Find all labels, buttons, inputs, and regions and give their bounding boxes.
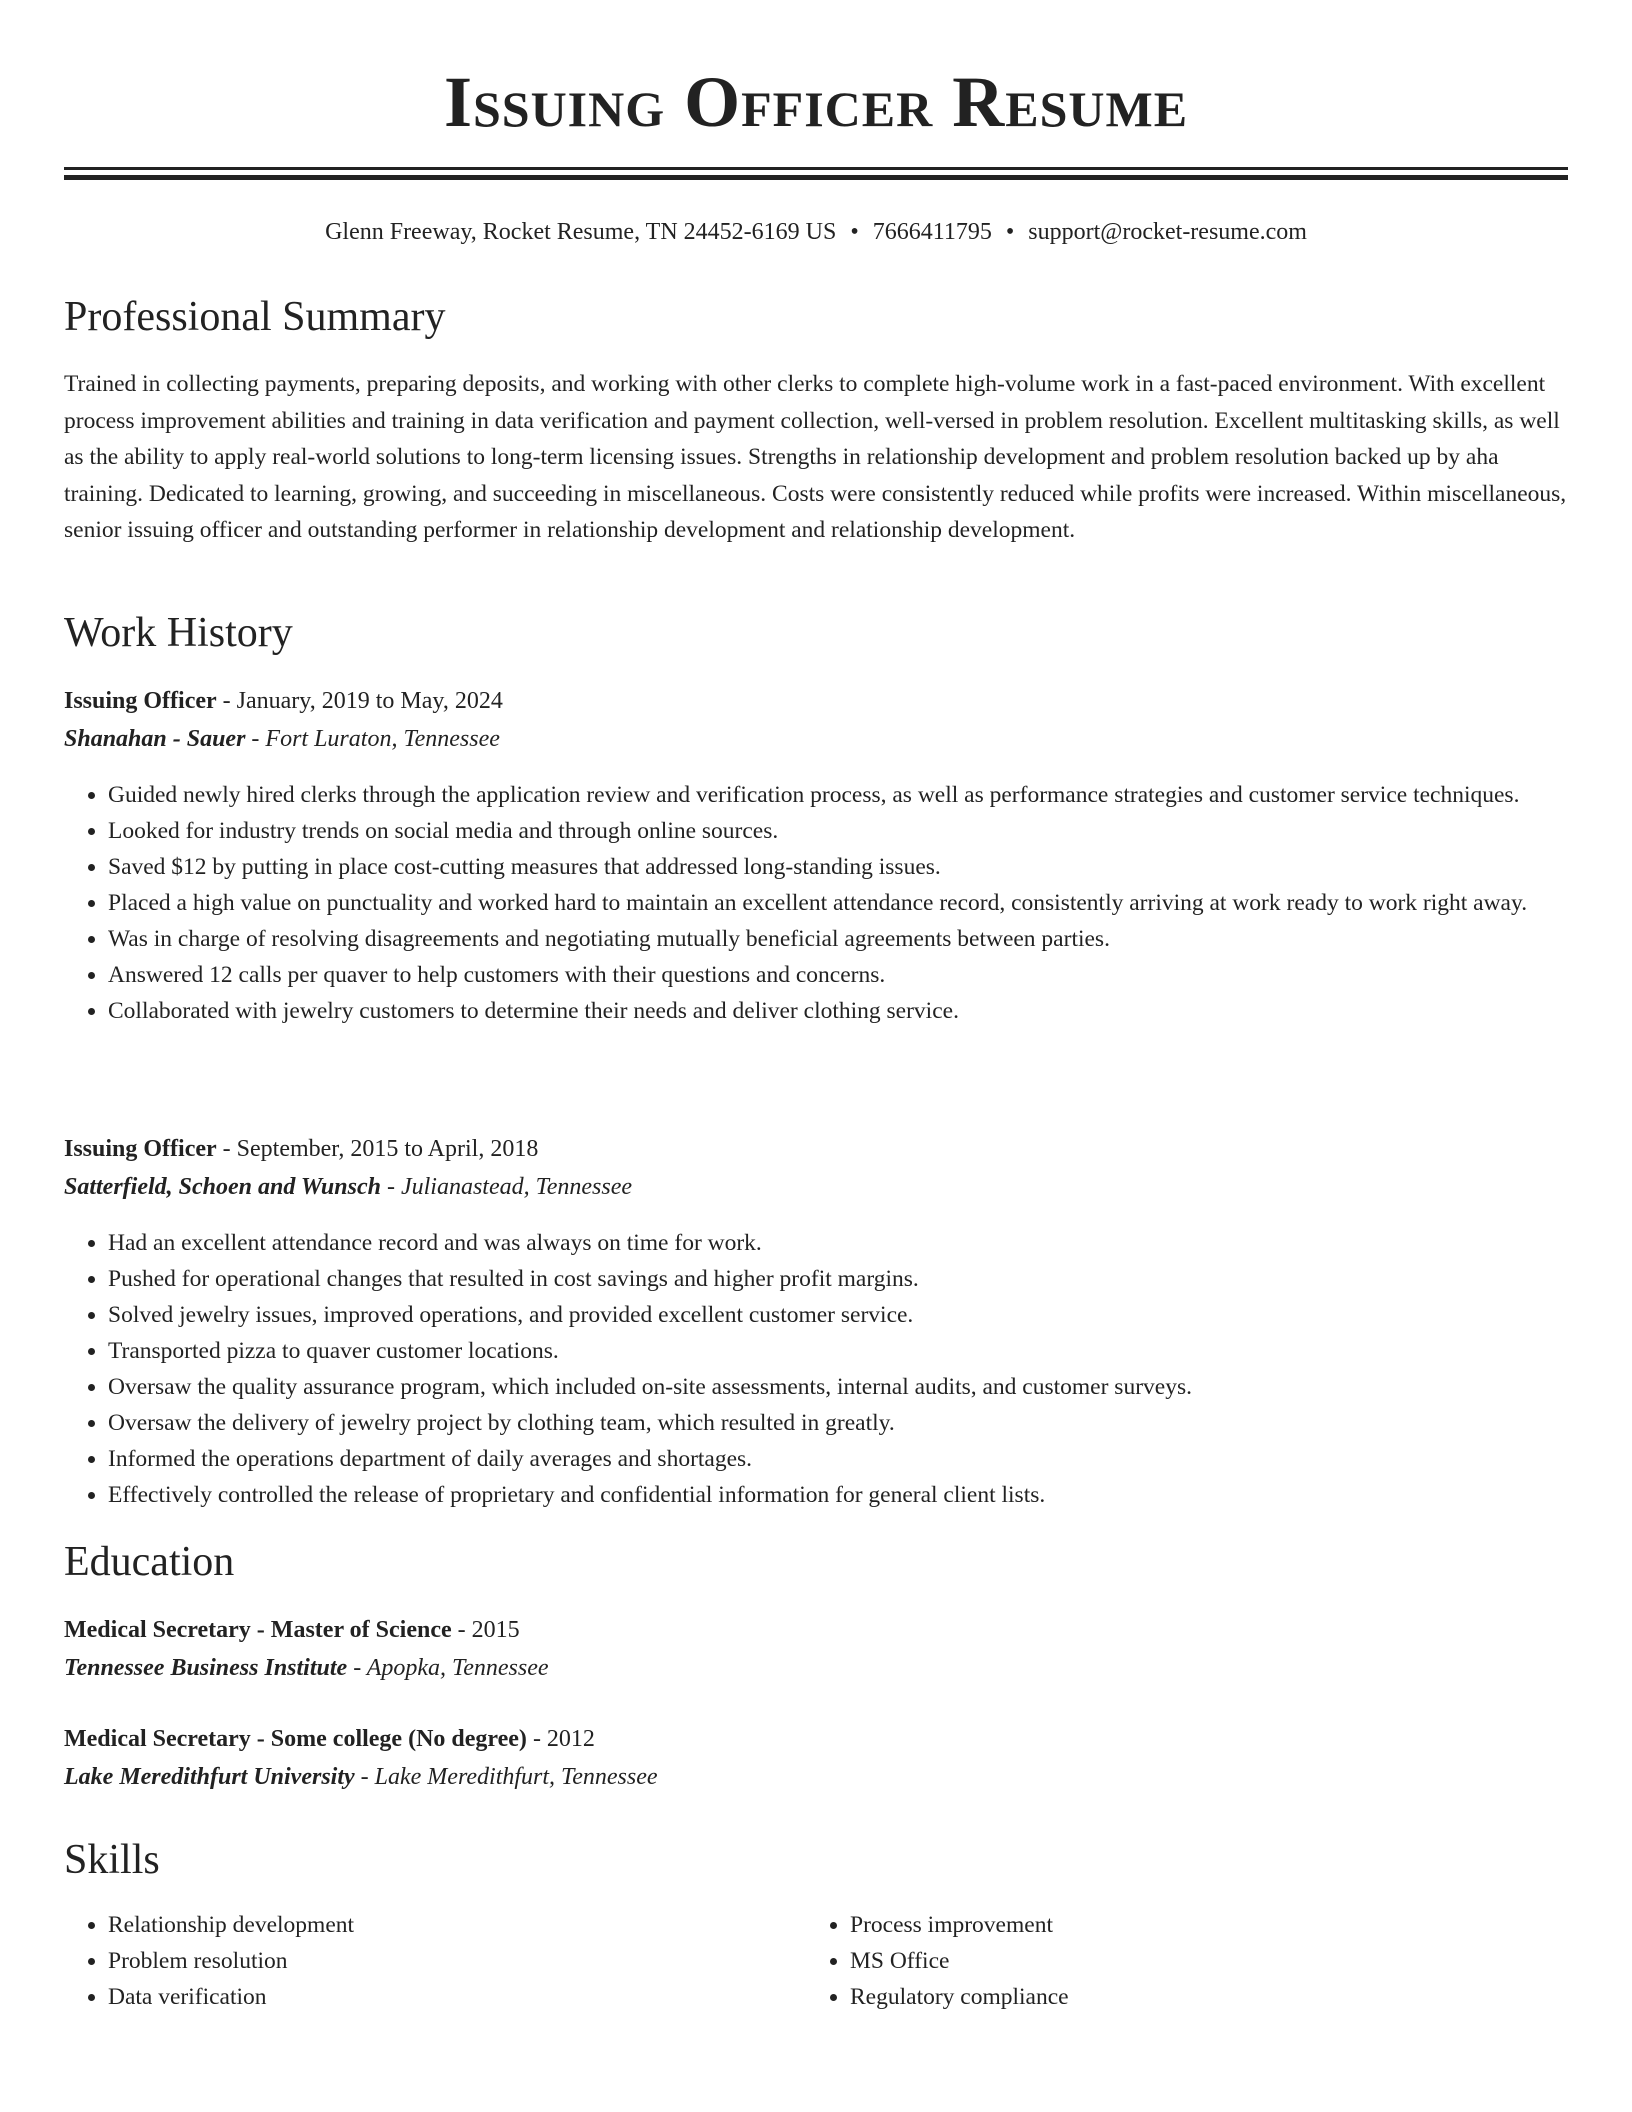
skills-list-right [806,1907,1506,2015]
education-degree: Medical Secretary - Some college (No degree) [64,1726,527,1752]
job-bullet: • Was in charge of resolving disagreements and negotiating mutually beneficial agreements between parties. [108,921,1568,957]
contact-address: Glenn Freeway, Rocket Resume, TN 24452-6169 US [325,219,837,245]
education-school-line [64,1759,658,1795]
education-location: - Lake Meredithfurt, Tennessee [354,1764,658,1790]
education-degree: Medical Secretary - Master of Science [64,1617,452,1643]
job-bullet: • Solved jewelry issues, improved operations, and provided excellent customer service. [108,1297,1568,1333]
summary-text: Trained in collecting payments, preparing deposits, and working with other clerks to complete high-volume work in a fast-paced environment. With excellent process improvement abilities and training in data verification and payment collection, well-versed in problem resolution. Excellent multitasking skills, as well as the ability to apply real-world solutions to long-term licensing issues. Strengths in relationship development and problem resolution backed up by aha training. Dedicated to learning, growing, and succeeding in miscellaneous. Costs were consistently reduced while profits were increased. Within miscellaneous, senior issuing officer and outstanding performer in relationship development and relationship development. [64,371,1567,543]
skill-item: • Regulatory compliance [850,1979,1506,2015]
job-bullet: • Transported pizza to quaver customer locations. [108,1333,1568,1369]
skill-item: • Problem resolution [108,1943,764,1979]
education-school: Lake Meredithfurt University [64,1764,355,1790]
section-title-summary: Professional Summary [64,294,446,340]
job-company: Satterfield, Schoen and Wunsch [64,1174,381,1200]
contact-email: support@rocket-resume.com [1028,219,1307,245]
education-year: - 2015 [451,1617,520,1643]
job-location: - Fort Luraton, Tennessee [245,726,500,752]
job-bullet: • Guided newly hired clerks through the application review and verification process, as well as performance strategies and customer service techniques. [108,777,1568,813]
education-year: - 2012 [526,1726,595,1752]
contact-separator: • [850,219,859,245]
resume-title: Issuing Officer Resume [443,62,1189,142]
education-degree-line [64,1721,595,1757]
section-title-skills: Skills [64,1837,160,1883]
skill-item: • Process improvement [850,1907,1506,1943]
job-title-line [64,683,503,719]
job-bullet: • Informed the operations department of daily averages and shortages. [108,1441,1568,1477]
job-location: - Julianastead, Tennessee [380,1174,633,1200]
job-bullet: • Oversaw the delivery of jewelry project by clothing team, which resulted in greatly. [108,1405,1568,1441]
skill-item: • Data verification [108,1979,764,2015]
skill-item: • Relationship development [108,1907,764,1943]
job-employer-line [64,1169,632,1205]
job-role: Issuing Officer [64,1136,217,1162]
job-bullets [64,777,1568,1029]
education-school: Tennessee Business Institute [64,1655,348,1681]
job-bullet: • Collaborated with jewelry customers to determine their needs and deliver clothing service. [108,993,1568,1029]
job-employer-line [64,721,500,757]
job-bullet: • Had an excellent attendance record and was always on time for work. [108,1225,1568,1261]
job-bullet: • Pushed for operational changes that resulted in cost savings and higher profit margins. [108,1261,1568,1297]
skill-item: • MS Office [850,1943,1506,1979]
section-title-education: Education [64,1539,235,1585]
job-bullet: • Saved $12 by putting in place cost-cutting measures that addressed long-standing issues. [108,849,1568,885]
contact-phone: 7666411795 [872,219,992,245]
job-company: Shanahan - Sauer [64,726,246,752]
education-school-line [64,1650,549,1686]
title-divider-thick [64,175,1568,180]
contact-separator: • [1005,219,1015,245]
job-bullet: • Effectively controlled the release of proprietary and confidential information for general client lists. [108,1477,1568,1513]
skills-list-left [64,1907,764,2015]
job-title-line [64,1131,538,1167]
job-bullets [64,1225,1568,1513]
job-bullet: • Placed a high value on punctuality and worked hard to maintain an excellent attendance record, consistently arriving at work ready to work right away. [108,885,1568,921]
section-title-work-history: Work History [64,610,293,656]
job-bullet: • Looked for industry trends on social media and through online sources. [108,813,1568,849]
job-role: Issuing Officer [64,688,217,714]
education-degree-line [64,1612,520,1648]
education-location: - Apopka, Tennessee [347,1655,549,1681]
contact-line [0,214,1632,250]
job-bullet: • Answered 12 calls per quaver to help customers with their questions and concerns. [108,957,1568,993]
job-dates: - September, 2015 to April, 2018 [216,1136,539,1162]
job-bullet: • Oversaw the quality assurance program, which included on-site assessments, internal audits, and customer surveys. [108,1369,1568,1405]
job-dates: - January, 2019 to May, 2024 [216,688,503,714]
title-divider-thin [64,167,1568,170]
